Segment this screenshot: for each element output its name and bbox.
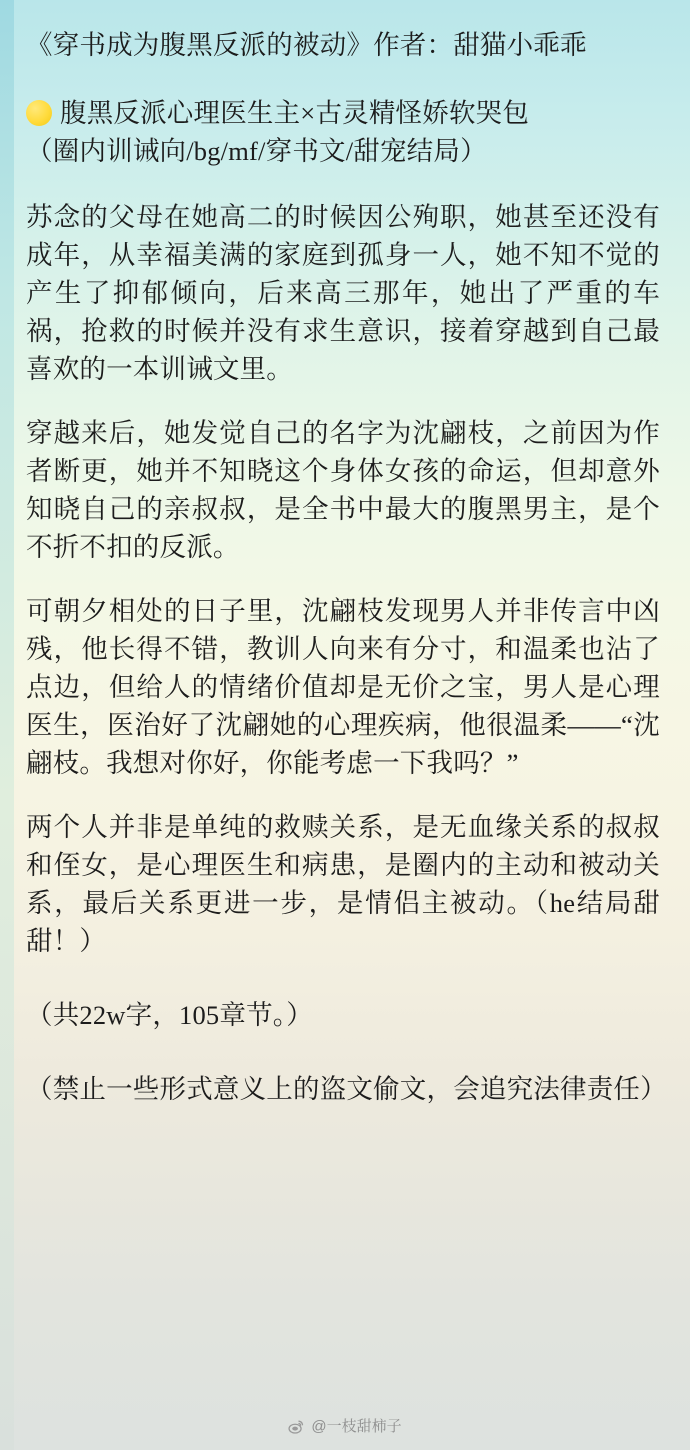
footer-username: @一枝甜柿子 [311,1418,402,1435]
paragraph-4: 两个人并非是单纯的救赎关系，是无血缘关系的叔叔和侄女，是心理医生和病患，是圈内的主动和被动关系，最后关系更进一步，是情侣主被动。（he结局甜甜！） [26,812,660,956]
tagline-block [26,94,660,170]
page-title: 《穿书成为腹黑反派的被动》作者：甜猫小乖乖 [26,30,587,60]
weibo-icon [288,1418,305,1435]
spacer [26,986,660,996]
tagline-line-1: 腹黑反派心理医生主×古灵精怪娇软哭包 [60,98,530,128]
tagline-line-2: （圈内训诫向/bg/mf/穿书文/甜宠结局） [26,136,487,166]
spacer-2 [26,1060,660,1070]
copyright-notice: （禁止一些形式意义上的盗文偷文，会追究法律责任） [26,1074,667,1104]
yellow-circle-icon [26,100,52,126]
paragraph-1: 苏念的父母在她高二的时候因公殉职，她甚至还没有成年，从幸福美满的家庭到孤身一人，她不知不觉的产生了抑郁倾向，后来高三那年，她出了严重的车祸，抢救的时候并没有求生意识，接着穿越到自己最喜欢的一本训诫文里。 [26,202,660,384]
footer-watermark [0,1415,690,1436]
paragraph-3: 可朝夕相处的日子里，沈翩枝发现男人并非传言中凶残，他长得不错，教训人向来有分寸，和温柔也沾了点边，但给人的情绪价值却是无价之宝，男人是心理医生，医治好了沈翩她的心理疾病，他很温柔——“沈翩枝。我想对你好，你能考虑一下我吗？” [26,596,660,778]
word-count-line: （共22w字，105章节。） [26,1000,313,1030]
paragraph-2: 穿越来后，她发觉自己的名字为沈翩枝，之前因为作者断更，她并不知晓这个身体女孩的命运，但却意外知晓自己的亲叔叔，是全书中最大的腹黑男主，是个不折不扣的反派。 [26,418,660,562]
